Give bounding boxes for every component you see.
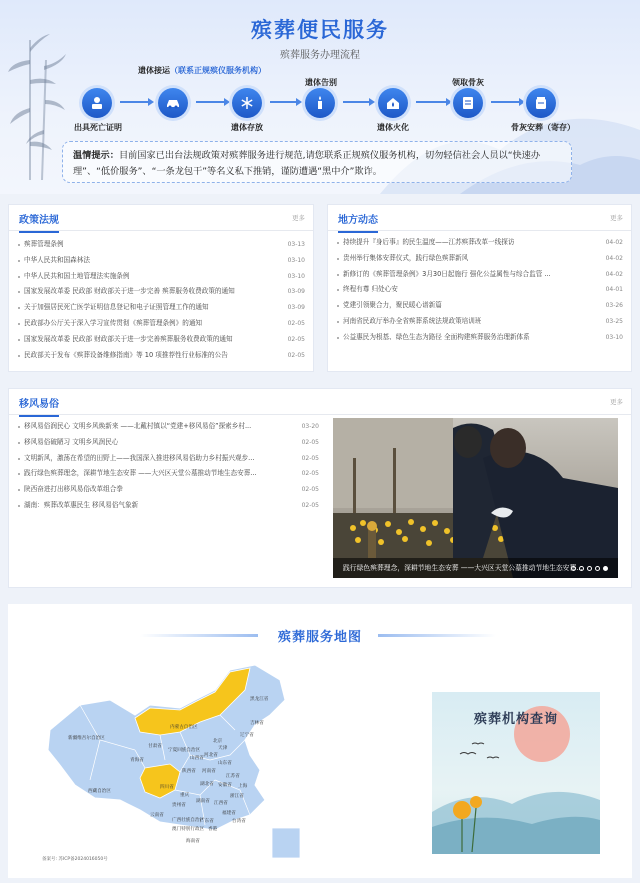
policy-card	[8, 204, 314, 372]
step-farewell[interactable]	[305, 88, 335, 118]
list-item[interactable]: 持续提升『身后事』的民生温度——江苏殡葬改革一线探访 04-02	[336, 235, 623, 251]
province-label[interactable]: 黑龙江省	[250, 697, 269, 702]
hero-banner	[0, 0, 640, 194]
card-title: 政策法规	[19, 211, 59, 226]
province-label[interactable]: 云南省	[150, 813, 164, 818]
card-header	[9, 389, 631, 415]
province-label[interactable]: 广东省	[200, 819, 214, 824]
list-item[interactable]: 终程有尊 归处心安 04-01	[336, 282, 623, 298]
province-label[interactable]: 宁夏回族自治区	[168, 748, 201, 753]
list-item[interactable]: 党建引领聚合力，聚民暖心谱新篇 03-26	[336, 298, 623, 314]
step-cremation[interactable]	[378, 88, 408, 118]
local-news-list	[336, 235, 623, 346]
list-item[interactable]: 关于加强居民死亡医学证明信息登记和电子证照管理工作的通知 03-09	[17, 300, 305, 316]
province-label[interactable]: 河北省	[204, 753, 218, 758]
funeral-institution-query[interactable]	[432, 692, 600, 854]
province-label[interactable]: 内蒙古自治区	[170, 725, 198, 730]
province-label[interactable]: 福建省	[222, 811, 236, 816]
carousel-caption: 践行绿色殡葬理念，深耕节地生态安葬 ——大兴区天堂公墓推动节地生态安葬...	[333, 558, 618, 578]
step-label-transport: 遗体接运（联系正规殡仪服务机构）	[138, 66, 266, 75]
province-label[interactable]: 天津	[218, 746, 228, 751]
list-item[interactable]: 国家发展改革委 民政部 财政部关于进一步完善殡葬服务收费政策的通知 02-05	[17, 332, 305, 348]
list-item[interactable]: 殡葬管理条例 03-13	[17, 237, 305, 253]
province-label[interactable]: 澳门特别行政区	[172, 827, 205, 832]
province-label[interactable]: 甘肃省	[148, 744, 162, 749]
step-label: 出具死亡证明	[74, 123, 122, 132]
list-item[interactable]: 移风易俗润民心 文明乡风焕新来 ——北戴村镇以“党建+移风易俗”探索乡村... 03-20	[17, 419, 319, 435]
banner-title: 殡葬便民服务	[251, 18, 389, 42]
province-label[interactable]: 河南省	[202, 769, 216, 774]
list-item[interactable]: 民政部办公厅关于深入学习宣传贯彻《殡葬管理条例》的通知 02-05	[17, 316, 305, 332]
hearse-icon	[165, 95, 181, 111]
step-label: 遗体告别	[305, 78, 337, 87]
province-label[interactable]: 吉林省	[250, 721, 264, 726]
carousel-dot[interactable]	[571, 566, 576, 571]
list-item[interactable]: 公益惠民为根基、绿色生态为路径 全面构建殡葬服务治理新体系 03-10	[336, 330, 623, 346]
more-link[interactable]: 更多	[292, 214, 305, 222]
list-item[interactable]: 河南省民政厅举办全省殡葬系统法规政策培训班 03-25	[336, 314, 623, 330]
card-title: 移风易俗	[19, 395, 59, 410]
map-title: 殡葬服务地图	[277, 630, 362, 645]
customs-list	[17, 419, 319, 514]
province-label[interactable]: 江苏省	[226, 774, 240, 779]
step-transport[interactable]	[158, 88, 188, 118]
province-label[interactable]: 四川省	[160, 785, 174, 790]
province-label[interactable]: 江西省	[214, 801, 228, 806]
candle-icon	[312, 95, 328, 111]
province-label[interactable]: 辽宁省	[240, 733, 254, 738]
carousel-photo	[333, 418, 618, 578]
icp-record: 备案号: 苏ICP备2024016050号	[42, 857, 108, 862]
list-item[interactable]: 国家发展改革委 民政部 财政部关于进一步完善 殡葬服务收费政策的通知 03-09	[17, 284, 305, 300]
step-death-certificate[interactable]	[82, 88, 112, 118]
province-label[interactable]: 陕西省	[182, 769, 196, 774]
news-carousel[interactable]	[333, 418, 618, 578]
step-label: 领取骨灰	[452, 78, 484, 87]
freezer-icon	[239, 95, 255, 111]
more-link[interactable]: 更多	[610, 214, 623, 222]
province-label[interactable]: 新疆维吾尔自治区	[68, 736, 105, 741]
step-label: 遗体存放	[231, 123, 263, 132]
province-label[interactable]: 台湾省	[232, 819, 246, 824]
step-storage[interactable]	[232, 88, 262, 118]
flow-arrow	[416, 101, 450, 103]
receipt-icon	[460, 95, 476, 111]
province-label[interactable]: 山东省	[218, 761, 232, 766]
list-item[interactable]: 践行绿色殡葬理念，深耕节地生态安葬 ——大兴区天堂公墓推动节地生态安葬... 02-05	[17, 466, 319, 482]
list-item[interactable]: 中华人民共和国土地管理法实施条例 03-10	[17, 269, 305, 285]
more-link[interactable]: 更多	[610, 398, 623, 406]
province-label[interactable]: 湖南省	[196, 799, 210, 804]
province-label[interactable]: 香港	[208, 827, 218, 832]
province-label[interactable]: 海南省	[186, 839, 200, 844]
flow-arrow	[491, 101, 523, 103]
flow-arrow	[343, 101, 373, 103]
province-label[interactable]: 山西省	[190, 756, 204, 761]
local-news-card	[327, 204, 632, 372]
province-label[interactable]: 湖北省	[200, 782, 214, 787]
list-item[interactable]: 陕西奋进打出移风易俗改革组合拳 02-05	[17, 482, 319, 498]
flow-arrow	[270, 101, 300, 103]
list-item[interactable]: 贵州举行集体安葬仪式，践行绿色殡葬新风 04-02	[336, 251, 623, 267]
province-label[interactable]: 西藏自治区	[88, 789, 111, 794]
list-item[interactable]: 湖南：殡葬改革惠民生 移风易俗气象新 02-05	[17, 498, 319, 514]
crematorium-icon	[385, 95, 401, 111]
tip-text: 目前国家已出台法规政策对殡葬服务进行规范,请您联系正规殡仪服务机构，切勿轻信社会人员以“快速办理”、“低价服务”、“一条龙包干”等名义私下推销，谨防遭遇“黑中介”欺诈。	[73, 150, 541, 177]
province-label[interactable]: 北京	[213, 739, 223, 744]
province-label[interactable]: 广西壮族自治区	[172, 818, 205, 823]
flow-arrow	[196, 101, 228, 103]
province-label[interactable]: 浙江省	[230, 794, 244, 799]
province-label[interactable]: 贵州省	[172, 803, 186, 808]
query-title: 殡葬机构查询	[473, 712, 558, 727]
card-title: 地方动态	[338, 211, 378, 226]
province-label[interactable]: 上海	[238, 784, 248, 789]
step-label: 遗体火化	[377, 123, 409, 132]
step-burial[interactable]	[526, 88, 556, 118]
certificate-icon	[89, 95, 105, 111]
province-label[interactable]: 青海省	[130, 758, 144, 763]
step-label: 骨灰安葬（寄存）	[511, 123, 575, 132]
list-item[interactable]: 民政部关于发布《殡葬设备维修指南》等 10 项推荐性行业标准的公告 02-05	[17, 348, 305, 364]
carousel-dot[interactable]	[595, 566, 600, 571]
list-item[interactable]: 新修订的《殡葬管理条例》3月30日起施行 强化公益属性与综合监管 ... 04-02	[336, 267, 623, 283]
list-item[interactable]: 中华人民共和国森林法 03-10	[17, 253, 305, 269]
step-collect-ashes[interactable]	[453, 88, 483, 118]
tip-label: 温情提示：	[73, 150, 119, 161]
flow-arrow	[120, 101, 152, 103]
policy-list	[17, 237, 305, 363]
carousel-dot[interactable]	[579, 566, 584, 571]
urn-icon	[533, 95, 549, 111]
list-item[interactable]: 文明新风，激荡在希望的田野上——我国深入推进移风易俗助力乡村振兴观步... 02-05	[17, 451, 319, 467]
province-label[interactable]: 重庆	[180, 793, 190, 798]
banner-subtitle: 殡葬服务办理流程	[280, 50, 360, 61]
warm-tip	[62, 141, 572, 183]
list-item[interactable]: 移风易俗破陋习 文明乡风润民心 02-05	[17, 435, 319, 451]
carousel-dot-active[interactable]	[603, 566, 608, 571]
card-header	[328, 205, 631, 231]
carousel-dot[interactable]	[587, 566, 592, 571]
card-header	[9, 205, 313, 231]
carousel-dots	[571, 566, 608, 571]
province-label[interactable]: 安徽省	[218, 783, 232, 788]
